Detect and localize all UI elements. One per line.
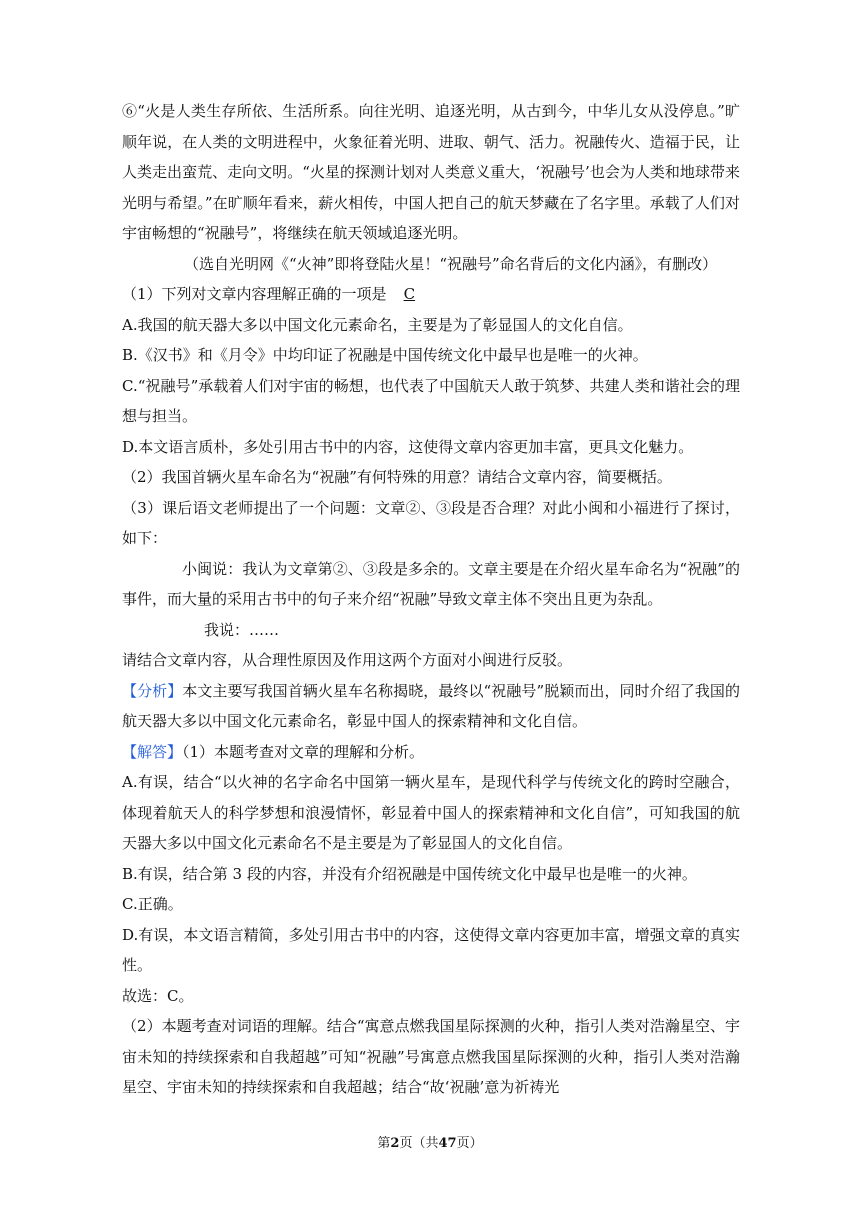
question-1-answer: C: [403, 285, 416, 303]
solution-a: A.有误，结合“以火神的名字命名中国第一辆火星车，是现代科学与传统文化的跨时空融合，体现着航天人的科学梦想和浪漫情怀，彰显着中国人的探索精神和文化自信”，可知我国的航天器大多以中国文化元素命名不是主要是为了彰显国人的文化自信。: [122, 773, 740, 852]
xiaomin-statement: 小闽说：我认为文章第②、③段是多余的。文章主要是在介绍火星车命名为“祝融”的事件，而大量的采用古书中的句子来介绍“祝融”导致文章主体不突出且更为杂乱。: [122, 559, 740, 608]
question-3: （3）课后语文老师提出了一个问题：文章②、③段是否合理？对此小闽和小福进行了探讨，如下：: [122, 498, 740, 547]
solution-d: D.有误，本文语言精简，多处引用古书中的内容，这使得文章内容更加丰富，增强文章的真实性。: [122, 925, 740, 974]
analysis-tag: 【分析】: [122, 681, 183, 700]
source-citation: （选自光明网《“火神”即将登陆火星！“祝融号”命名背后的文化内涵》，有删改）: [184, 254, 718, 273]
analysis-text: 本文主要写我国首辆火星车名称揭晓，最终以“祝融号”脱颖而出，同时介绍了我国的航天器大多以中国文化元素命名，彰显中国人的探索精神和文化自信。: [122, 681, 740, 730]
footer-prefix: 第: [377, 1136, 391, 1151]
solution-tag: 【解答】: [122, 742, 183, 761]
question-1-text: （1）下列对文章内容理解正确的一项是: [122, 285, 387, 303]
solution-intro: [122, 737, 740, 768]
question-3-instruction: 请结合文章内容，从合理性原因及作用这两个方面对小闽进行反驳。: [122, 651, 573, 669]
solution-b: B.有误，结合第 3 段的内容，并没有介绍祝融是中国传统文化中最早也是唯一的火神。: [122, 864, 697, 883]
analysis-paragraph: [122, 676, 740, 737]
solution-intro-text: （1）本题考查对文章的理解和分析。: [182, 742, 425, 761]
option-d: D.本文语言质朴，多处引用古书中的内容，这使得文章内容更加丰富，更具文化魅力。: [122, 437, 694, 456]
footer-suffix: 页）: [456, 1136, 483, 1151]
page-footer: [0, 1132, 860, 1151]
page-content: [122, 96, 756, 1103]
solution-c: C.正确。: [122, 895, 183, 913]
option-b: B.《汉书》和《月令》中均印证了祝融是中国传统文化中最早也是唯一的火神。: [122, 346, 648, 364]
paragraph-6: ⑥“火是人类生存所依、生活所系。向往光明、追逐光明，从古到今，中华儿女从没停息。”旷顺年说，在人类的文明进程中，火象征着光明、进取、朝气、活力。祝融传火、造福于民，让人类走出蛮荒、走向文明。“火星的探测计划对人类意义重大，‘祝融号’也会为人类和地球带来光明与希望。”在旷顺年看来，薪火相传，中国人把自己的航天梦藏在了名字里。承载了人们对宇宙畅想的“祝融号”，将继续在航天领域追逐光明。: [122, 102, 740, 242]
footer-mid: 页（共: [399, 1136, 439, 1151]
option-a: A.我国的航天器大多以中国文化元素命名，主要是为了彰显国人的文化自信。: [122, 315, 633, 334]
footer-total-pages: 47: [438, 1136, 457, 1151]
solution-choice: 故选：C。: [122, 986, 194, 1005]
question-2: （2）我国首辆火星车命名为“祝融”有何特殊的用意？请结合文章内容，简要概括。: [122, 468, 672, 486]
question-1: [122, 279, 740, 310]
my-statement: 我说：……: [204, 620, 280, 639]
option-c: C.“祝融号”承载着人们对宇宙的畅想，也代表了中国航天人敢于筑梦、共建人类和谐社会的理 想与担当。: [122, 376, 756, 425]
footer-page-number: 2: [390, 1136, 400, 1151]
solution-q2: （2）本题考查对词语的理解。结合“寓意点燃我国星际探测的火种，指引人类对浩瀚星空、宇宙未知的持续探索和自我超越”可知“祝融”号寓意点燃我国星际探测的火种，指引人类对浩瀚星空、宇宙未知的持续探索和自我超越；结合“故‘祝融’意为祈祷光: [122, 1017, 740, 1096]
